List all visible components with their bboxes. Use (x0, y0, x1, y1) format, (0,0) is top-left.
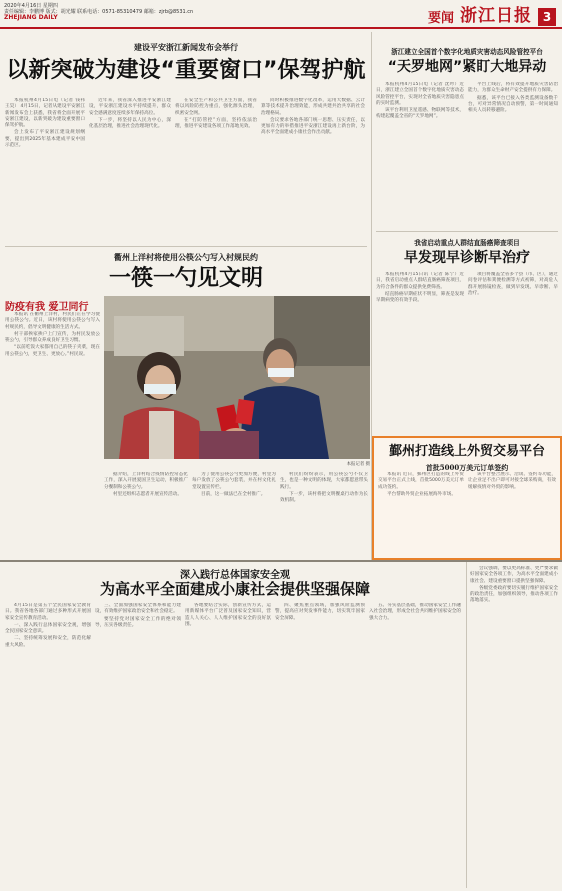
lead-text-col-4: 同时积极推进数字化改革，运用大数据、云计算等技术提升治理效能，形成共建共治共享的社会治理格局。 会议要求各地各部门统一思想、压实责任，以更加有力的举措推进平安浙江建设再上新台阶，为高水平全面建成小康社会作出贡献。 (261, 98, 365, 136)
lead-headline: 以新突破为建设“重要窗口”保驾护航 (6, 58, 366, 83)
boxed-subhead: 首批5000万美元订单签约 (425, 463, 509, 472)
bottom-right-text-col: 会议强调，要以更高标准、更严要求做好国家安全各项工作，为高水平全面建成小康社会、建设重要窗口提供坚强保障。 各级党委政府要切实履行维护国家安全的政治责任，加强组织领导，推动各项工作落地落实。 (470, 566, 558, 604)
photo-story-headline: 一筷一勺见文明 (108, 266, 263, 291)
bottom-text-col-4: 四、聚焦重点领域，加强风险监测预警，提高应对突发事件能力，切实筑牢国家安全屏障。 (275, 603, 365, 621)
photo-story-text-col-1: 本报讯 在衢州上洋村，村民们正在学习使用公筷公勺。近日，该村将使用公筷公勺写入村规民约，倡导文明健康的生活方式。 村干部挨家挨户上门宣传，为村民发放公筷公勺，引导群众养成良好卫生习惯。 “以前吃饭大家都用自己的筷子夹菜，现在用公筷公勺，更卫生、更放心。”村民说。 (5, 312, 100, 357)
bottom-text-col-3: 各地要结合实际，创新宣传方式，运用新媒体平台广泛普及国家安全知识，营造人人关心、人人维护国家安全的良好氛围。 (185, 603, 271, 627)
right-mid-text-col-1: 本报杭州4月15日讯（记者 陈宁）近日，我省启动重点人群结直肠癌筛查项目，为符合条件的群众提供免费筛查。 结直肠癌早期症状不明显，筛查是发现早期病变的有效手段。 (376, 272, 464, 304)
lead-kicker: 建设平安浙江新闻发布会举行 (134, 42, 238, 52)
lead-divider (5, 246, 367, 247)
date-line: 2020年4月16日 星期四 (4, 3, 58, 9)
right-top-divider (376, 231, 558, 232)
header-rule (0, 27, 562, 29)
photo-caption: 本报记者 摄 (346, 462, 370, 467)
english-paper-name: ZHEJIANG DAILY (4, 14, 58, 21)
lead-text-col-2: 近年来，我省深入推进平安浙江建设，平安浙江建设水平持续提升，群众安全感满意度连续多年保持高位。 下一步，将坚持以人民为中心，深化基层治理，推进社会治理现代化。 (89, 98, 171, 130)
side-label: 防疫有我 爱卫同行 (5, 302, 89, 313)
section-label: 要闻 (427, 11, 454, 26)
bottom-headline: 为高水平全面建成小康社会提供坚强保障 (99, 580, 370, 598)
right-top-kicker: 浙江建立全国首个数字化地质灾害动态风险管控平台 (391, 48, 543, 56)
masthead-info (4, 3, 244, 21)
boxed-story (372, 436, 562, 560)
photo-story-text-col-2: 据介绍，上洋村结合疫情防控常态化工作，深入开展爱国卫生运动，积极推广分餐制和公筷公勺。 村里还组织志愿者开展宣传活动。 (104, 472, 188, 497)
bottom-text-col-5: 五、夯实基层基础，推动国家安全工作融入社会治理，形成全社会共同维护国家安全的强大合力。 (369, 603, 461, 621)
bottom-column-divider (466, 562, 467, 888)
right-top-headline: “天罗地网”紧盯大地异动 (387, 59, 547, 75)
bottom-text-col-1: 4月15日是第五个全民国家安全教育日。我省各地各部门通过多种形式开展国家安全宣传教育活动。 一、深入践行总体国家安全观，增强全民国家安全意识。 二、坚持统筹发展和安全，防范化解重大风险。 (5, 603, 91, 648)
news-photo (104, 296, 370, 459)
boxed-text-col-2: 该平台整合展示、洽谈、签约等功能，让企业足不出户即可对接全球采购商，有效缓解疫情对外贸的影响。 (468, 472, 556, 490)
paper-logo: 浙江日报 (460, 6, 532, 26)
right-mid-text-col-2: 项目将覆盖全省多个县（市、区），通过问卷评估和粪便检测等方式初筛，对高危人群开展肠镜检查，做到早发现、早诊断、早治疗。 (468, 272, 558, 296)
right-top-text-col-2: 平台上线后，将有效提升地质灾害防治能力，为群众生命财产安全提供有力保障。 据悉，该平台已接入各类监测设备数千台，可对异常情况自动预警，第一时间通知相关人员转移避险。 (468, 82, 558, 114)
page-number: 3 (538, 8, 556, 26)
right-top-text-col-1: 本报杭州4月15日电（记者 沈吟）近日，浙江建立全国首个数字化地质灾害动态风险管控平台，实现对全省地质灾害隐患点的实时监测。 该平台利用卫星遥感、物联网等技术，构建起覆盖全省的“天罗地网”。 (376, 82, 464, 120)
right-mid-kicker: 我省启动重点人群结直肠癌筛查项目 (414, 239, 520, 247)
news-photo-image (104, 296, 370, 459)
photo-story-kicker: 衢州上洋村将使用公筷公勺写入村规民约 (114, 252, 258, 262)
lead-text-col-3: 在安全生产和公共卫生方面，我省将以风险防控为重点，强化源头治理，织密安全网。 在“打防管控”方面，坚持依法治理，推进平安建设各项工作落地见效。 (175, 98, 257, 130)
photo-story-text-col-3: 为了使用公筷公勺更加方便，村里为每户发放了公筷公勺套装，并在村文化礼堂设置宣传栏。 目前，这一做法已在全村推广。 (192, 472, 276, 497)
bottom-section-rule (0, 560, 562, 562)
editor-line: 责任编辑：李鹏博 版式：胡光耀 联系电话：0571-85310479 邮箱：zjrb@8531.cn (4, 9, 194, 15)
boxed-text-col-1: 本报讯 近日，鄞州区打造的线上外贸交易平台正式上线，首批5000万美元订单成功签约。 平台帮助外贸企业拓展海外市场。 (378, 472, 464, 497)
lead-text-col-1: 本报杭州4月15日电（记者 钱祎 王昊） 4月15日，记者从建设平安浙江新闻发布会上获悉，我省将全面开展平安浙江建设，以新突破为建设重要窗口保驾护航。 会上发布了平安浙江建设规划纲要，提出到2025年基本建成平安中国示范区。 (5, 98, 85, 149)
photo-story-text-col-4: 村民们纷纷表示，用公筷公勺不仅卫生，也是一种文明的体现，大家都愿意带头践行。 下一步，该村将把文明餐桌行动作为长效机制。 (280, 472, 368, 504)
right-mid-headline: 早发现早诊断早治疗 (404, 250, 530, 266)
bottom-text-col-2: 三、全面加强国家安全体系和能力建设，有效维护国家政治安全和社会稳定。 要坚持党对国家安全工作的绝对领导，压实各级责任。 (95, 603, 181, 628)
bottom-kicker: 深入践行总体国家安全观 (180, 570, 290, 581)
boxed-headline: 鄞州打造线上外贸交易平台 (388, 444, 545, 459)
masthead (428, 4, 556, 26)
